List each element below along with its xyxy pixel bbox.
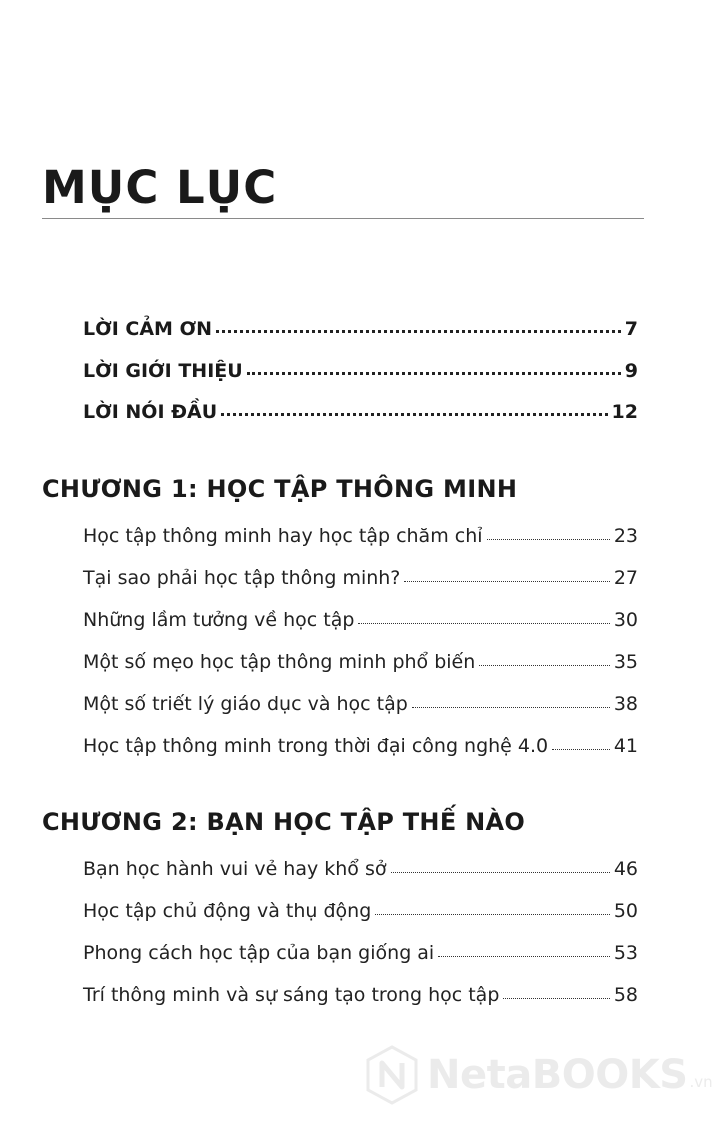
toc-item-label: LỜI CẢM ƠN (83, 318, 213, 340)
toc-item-label: Học tập thông minh trong thời đại công nghệ 4.0 (83, 735, 549, 757)
toc-entry[interactable] (83, 984, 638, 1006)
toc-page-number: 9 (624, 360, 638, 382)
toc-entry[interactable] (83, 525, 638, 547)
toc-page-number: 58 (613, 984, 638, 1006)
chapter-heading[interactable]: CHƯƠNG 1: HỌC TẬP THÔNG MINH (42, 475, 518, 503)
toc-item-label: Một số triết lý giáo dục và học tập (83, 693, 408, 715)
toc-item-label: Những lầm tưởng về học tập (83, 609, 355, 631)
toc-item-label: Trí thông minh và sự sáng tạo trong học tập (83, 984, 500, 1006)
leader-dots (216, 330, 621, 333)
toc-item-label: Một số mẹo học tập thông minh phổ biến (83, 651, 476, 673)
toc-page-number: 50 (613, 900, 638, 922)
toc-page-number: 23 (613, 525, 638, 547)
toc-page-number: 53 (613, 942, 638, 964)
toc-entry[interactable] (83, 900, 638, 922)
toc-front-item[interactable] (83, 318, 638, 340)
toc-entry[interactable] (83, 567, 638, 589)
leader-dots (438, 956, 610, 957)
toc-entry[interactable] (83, 735, 638, 757)
leader-dots (391, 872, 610, 873)
toc-page-number: 12 (611, 401, 638, 423)
netabooks-watermark (365, 1043, 713, 1107)
toc-item-label: Học tập chủ động và thụ động (83, 900, 372, 922)
leader-dots (479, 665, 610, 666)
title-divider (42, 218, 644, 219)
toc-page-number: 41 (613, 735, 638, 757)
toc-item-label: Học tập thông minh hay học tập chăm chỉ (83, 525, 483, 547)
toc-front-item[interactable] (83, 360, 638, 382)
netabooks-logo-icon (365, 1045, 419, 1105)
leader-dots (487, 539, 610, 540)
toc-item-label: Bạn học hành vui vẻ hay khổ sở (83, 858, 387, 880)
leader-dots (358, 623, 609, 624)
leader-dots (221, 413, 607, 416)
toc-front-item[interactable] (83, 401, 638, 423)
toc-item-label: Phong cách học tập của bạn giống ai (83, 942, 435, 964)
toc-entry[interactable] (83, 942, 638, 964)
toc-page-number: 7 (624, 318, 638, 340)
toc-item-label: Tại sao phải học tập thông minh? (83, 567, 401, 589)
toc-entry[interactable] (83, 693, 638, 715)
leader-dots (552, 749, 610, 750)
toc-entry[interactable] (83, 609, 638, 631)
chapter-heading[interactable]: CHƯƠNG 2: BẠN HỌC TẬP THẾ NÀO (42, 808, 526, 836)
toc-page-number: 46 (613, 858, 638, 880)
leader-dots (404, 581, 609, 582)
page-title: MỤC LỤC (42, 161, 278, 214)
leader-dots (503, 998, 609, 999)
toc-page-number: 27 (613, 567, 638, 589)
leader-dots (412, 707, 610, 708)
leader-dots (375, 914, 610, 915)
toc-item-label: LỜI GIỚI THIỆU (83, 360, 243, 382)
toc-page-number: 30 (613, 609, 638, 631)
toc-page-number: 35 (613, 651, 638, 673)
leader-dots (247, 372, 621, 375)
toc-item-label: LỜI NÓI ĐẦU (83, 401, 218, 423)
toc-entry[interactable] (83, 858, 638, 880)
watermark-suffix: .vn (689, 1073, 713, 1091)
toc-entry[interactable] (83, 651, 638, 673)
toc-page-number: 38 (613, 693, 638, 715)
watermark-brand: NetaBOOKS (427, 1052, 688, 1098)
